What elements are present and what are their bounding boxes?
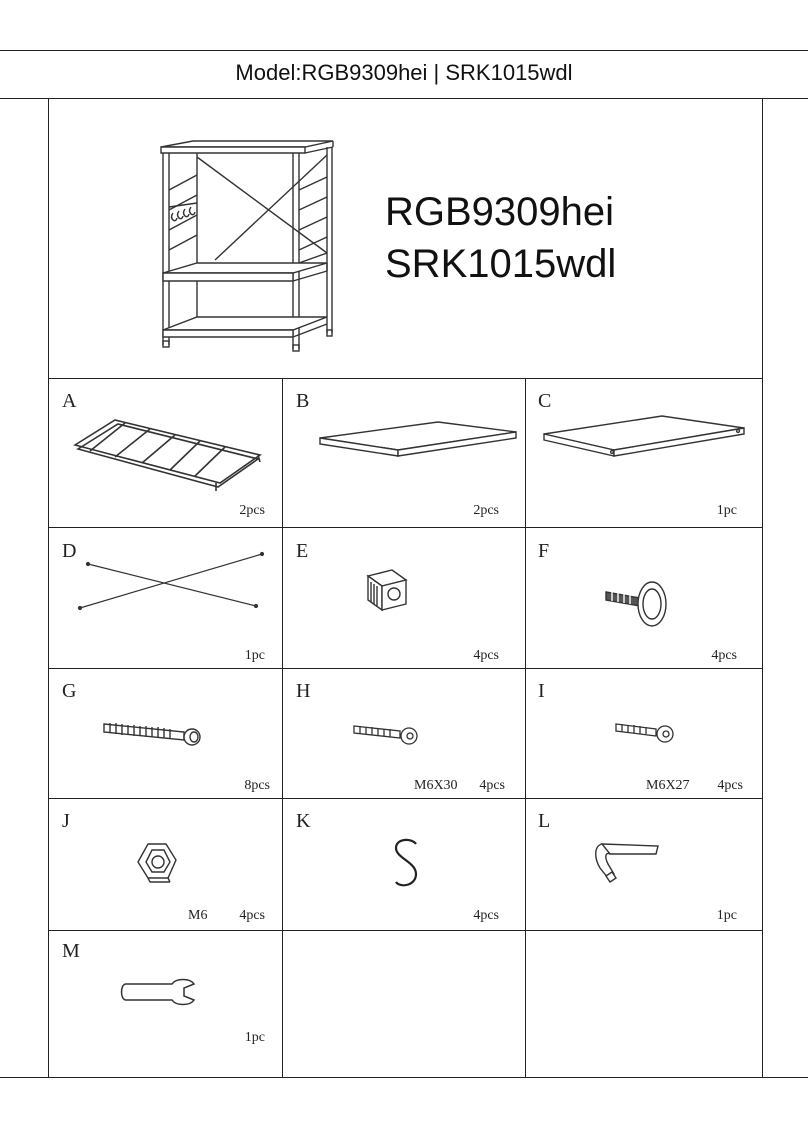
part-quantity: 4pcs: [479, 778, 505, 793]
part-letter: D: [62, 540, 77, 562]
part-quantity: 4pcs: [473, 908, 499, 923]
wrench-icon: [118, 976, 198, 1008]
header-rule: [0, 98, 808, 99]
part-letter: H: [296, 680, 311, 702]
part-letter: L: [538, 810, 551, 832]
part-spec: M6: [188, 908, 208, 923]
shelf-frame-icon: [70, 415, 265, 495]
shelf-unit-illustration: [155, 135, 340, 360]
part-quantity: 2pcs: [473, 503, 499, 518]
nut-icon: [134, 840, 180, 886]
right-border: [762, 98, 763, 1078]
grid-rule: [48, 378, 762, 379]
page-title: Model:RGB9309hei | SRK1015wdl: [235, 60, 573, 85]
part-quantity: 4pcs: [717, 778, 743, 793]
bottom-rule: [0, 1077, 808, 1078]
tube-insert-icon: [362, 566, 412, 616]
part-quantity: 4pcs: [711, 648, 737, 663]
hero-model-primary: RGB9309hei: [385, 190, 615, 234]
board-icon: [318, 418, 518, 463]
grid-rule: [48, 930, 762, 931]
part-quantity: 4pcs: [473, 648, 499, 663]
grid-rule: [48, 527, 762, 528]
grid-column-rule: [525, 378, 526, 1077]
part-letter: C: [538, 390, 552, 412]
grid-column-rule: [282, 378, 283, 1077]
part-letter: F: [538, 540, 550, 562]
part-letter: G: [62, 680, 77, 702]
bolt-icon: [352, 722, 420, 748]
part-quantity: 2pcs: [239, 503, 265, 518]
board-icon: [542, 412, 747, 462]
part-quantity: 1pc: [244, 1030, 265, 1045]
part-letter: A: [62, 390, 77, 412]
bolt-icon: [614, 720, 676, 746]
part-quantity: 1pc: [244, 648, 265, 663]
part-quantity: 1pc: [716, 908, 737, 923]
part-quantity: 4pcs: [239, 908, 265, 923]
part-letter: E: [296, 540, 309, 562]
part-letter: B: [296, 390, 310, 412]
part-quantity: 1pc: [716, 503, 737, 518]
top-rule: [0, 50, 808, 51]
s-hook-icon: [390, 836, 422, 892]
allen-key-icon: [588, 838, 663, 888]
part-quantity: 8pcs: [244, 778, 270, 793]
part-spec: M6X30: [414, 778, 458, 793]
hero-model-secondary: SRK1015wdl: [385, 242, 617, 286]
part-spec: M6X27: [646, 778, 690, 793]
grid-rule: [48, 668, 762, 669]
grid-rule: [48, 798, 762, 799]
leveling-foot-icon: [604, 578, 672, 633]
left-border: [48, 98, 49, 1078]
screw-icon: [102, 718, 204, 748]
part-letter: K: [296, 810, 311, 832]
part-letter: J: [62, 810, 70, 832]
part-letter: I: [538, 680, 545, 702]
part-letter: M: [62, 940, 80, 962]
cross-bar-icon: [78, 548, 268, 613]
